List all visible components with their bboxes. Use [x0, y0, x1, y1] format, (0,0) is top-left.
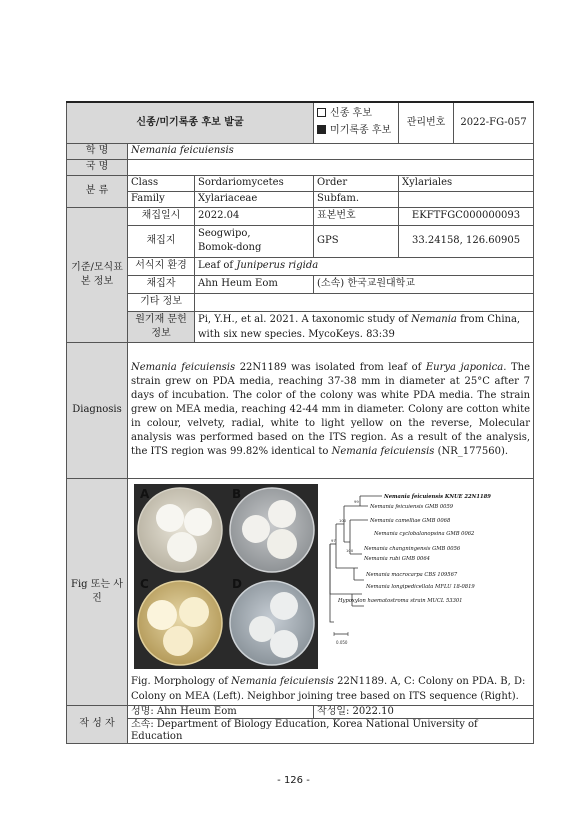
collection-site-label: 채집지	[128, 225, 195, 257]
checkbox-filled-icon[interactable]	[317, 125, 326, 134]
tree-taxon: Nemania cyclobalanopsina GMB 0062	[374, 530, 475, 537]
specimen-info-label: 기준/모식표본 정보	[67, 207, 128, 342]
phylogenetic-tree	[324, 484, 524, 669]
scientific-name-label: 학 명	[67, 143, 128, 159]
caption-text-1: Fig. Morphology of	[131, 675, 228, 687]
family-label: Family	[128, 191, 195, 207]
bootstrap-value: 100	[346, 547, 354, 553]
class-value: Sordariomycetes	[195, 175, 314, 191]
tree-taxon: Hypoxylon haematostroma strain MUCL 53301	[338, 597, 463, 604]
figure-caption	[128, 672, 533, 705]
author-name: 성명: Ahn Heum Eom	[128, 705, 314, 718]
tree-taxon: Nemania rubi GMB 0064	[364, 555, 430, 562]
dish-a	[138, 488, 222, 572]
figure-cell	[128, 478, 534, 705]
scale-bar	[334, 632, 348, 645]
diagnosis-text-2: The strain grew on PDA media, reaching 37-38 mm in diameter at 25°C after 7 days of incubation. The color of the colony was white PDA media. The strain grew on MEA media, reaching 42-44 mm in diameter. Colony are cotton white in colour, velvety, radial, white to light yellow on the reverse, Molecular analysis was performed based on the ITS region. As a result of the analysis, the ITS region was 99.82% identical to	[131, 362, 531, 457]
page-number: - 126 -	[277, 775, 310, 786]
form-title: 신종/미기록종 후보 발굴	[67, 102, 314, 143]
tree-labels	[337, 494, 491, 604]
tree-taxon: Nemania feicuiensis GMB 0059	[370, 503, 454, 510]
subfamily-label: Subfam.	[314, 191, 399, 207]
author-affiliation: 소속: Department of Biology Education, Korea National University of Education	[128, 718, 534, 743]
other-info-value	[195, 293, 534, 311]
diagnosis-species-1: Nemania feicuiensis	[131, 362, 236, 373]
specimen-number-label: 표본번호	[314, 207, 399, 225]
colony-photo	[134, 484, 318, 669]
tree-taxon: Nemania changningensis GMB 0056	[364, 545, 461, 552]
subfamily-value	[399, 191, 534, 207]
collection-site-value	[195, 225, 314, 257]
collector-label: 채집자	[128, 275, 195, 293]
bootstrap-values	[331, 499, 359, 553]
panel-label-d: D	[232, 576, 242, 591]
author-date: 작성일: 2022.10	[314, 705, 534, 718]
korean-name-label: 국 명	[67, 159, 128, 175]
figure-area	[128, 479, 533, 672]
tree-taxon: Nemania feicuiensis KNUE 22N1189	[384, 493, 491, 500]
diagnosis-text-1: 22N1189 was isolated from leaf of	[239, 362, 422, 373]
figure-label: Fig 또는 사진	[67, 478, 128, 705]
record-sheet	[66, 101, 534, 744]
dish-d	[230, 581, 314, 665]
caption-species: Nemania feicuiensis	[231, 675, 334, 687]
diagnosis-text-3: (NR_177560).	[437, 446, 509, 457]
caption-text-2: 22N1189. A, C: Colony on PDA. B, D: Colony on MEA (Left). Neighbor joining tree based on ITS sequence (Right).	[131, 675, 526, 702]
diagnosis-species-2: Nemania feicuiensis	[331, 446, 435, 457]
collection-date-value: 2022.04	[195, 207, 314, 225]
tree-taxon: Nemania longipedicellata MFLU 18-0819	[366, 583, 475, 590]
habitat-host: Juniperus rigida	[236, 260, 319, 271]
bootstrap-value: 97	[331, 537, 336, 543]
dish-c	[138, 581, 222, 665]
family-value: Xylariaceae	[195, 191, 314, 207]
collection-date-label: 채집일시	[128, 207, 195, 225]
habitat-value	[195, 257, 534, 275]
mgmt-number-label: 관리번호	[399, 102, 454, 143]
collector-affiliation: (소속) 한국교원대학교	[314, 275, 534, 293]
diagnosis-text	[128, 342, 534, 478]
dish-b	[230, 488, 314, 572]
scale-label: 0.050	[336, 639, 348, 645]
specimen-number-value: EKFTFGC000000093	[399, 207, 534, 225]
other-info-label: 기타 정보	[128, 293, 195, 311]
scientific-name-value: Nemania feicuiensis	[128, 143, 534, 159]
bootstrap-value: 100	[339, 517, 347, 523]
panel-label-b: B	[232, 486, 242, 501]
habitat-prefix: Leaf of	[198, 260, 234, 271]
reference-value	[195, 311, 534, 342]
diagnosis-label: Diagnosis	[67, 342, 128, 478]
panel-label-a: A	[140, 486, 150, 501]
new-species-option[interactable]: 신종 후보	[317, 107, 395, 121]
panel-label-c: C	[140, 576, 149, 591]
reference-genus: Nemania	[411, 313, 457, 325]
site-line-2: Bomok-dong	[198, 242, 262, 253]
korean-name-value	[128, 159, 534, 175]
tree-taxon: Nemania camelliae GMB 0068	[370, 517, 451, 524]
reference-label: 원기재 문헌 정보	[128, 311, 195, 342]
reference-text-2: from China, with six new species. MycoKeys. 83:39	[198, 313, 521, 340]
site-line-1: Seogwipo,	[198, 228, 251, 239]
checkbox-empty-icon[interactable]	[317, 108, 326, 117]
diagnosis-host: Eurya japonica.	[425, 362, 507, 373]
habitat-label: 서식지 환경	[128, 257, 195, 275]
order-label: Order	[314, 175, 399, 191]
collector-value: Ahn Heum Eom	[195, 275, 314, 293]
mgmt-number-value: 2022-FG-057	[454, 102, 534, 143]
order-value: Xylariales	[399, 175, 534, 191]
gps-value: 33.24158, 126.60905	[399, 225, 534, 257]
author-label: 작 성 자	[67, 705, 128, 743]
tree-taxon: Nemania macrocarpa CBS 109567	[366, 571, 458, 578]
candidate-type	[314, 102, 399, 143]
classification-label: 분 류	[67, 175, 128, 207]
reference-text-1: Pi, Y.H., et al. 2021. A taxonomic study of	[198, 313, 408, 325]
unrecorded-species-option[interactable]: 미기록종 후보	[317, 124, 395, 138]
class-label: Class	[128, 175, 195, 191]
bootstrap-value: 99	[354, 498, 359, 504]
gps-label: GPS	[314, 225, 399, 257]
